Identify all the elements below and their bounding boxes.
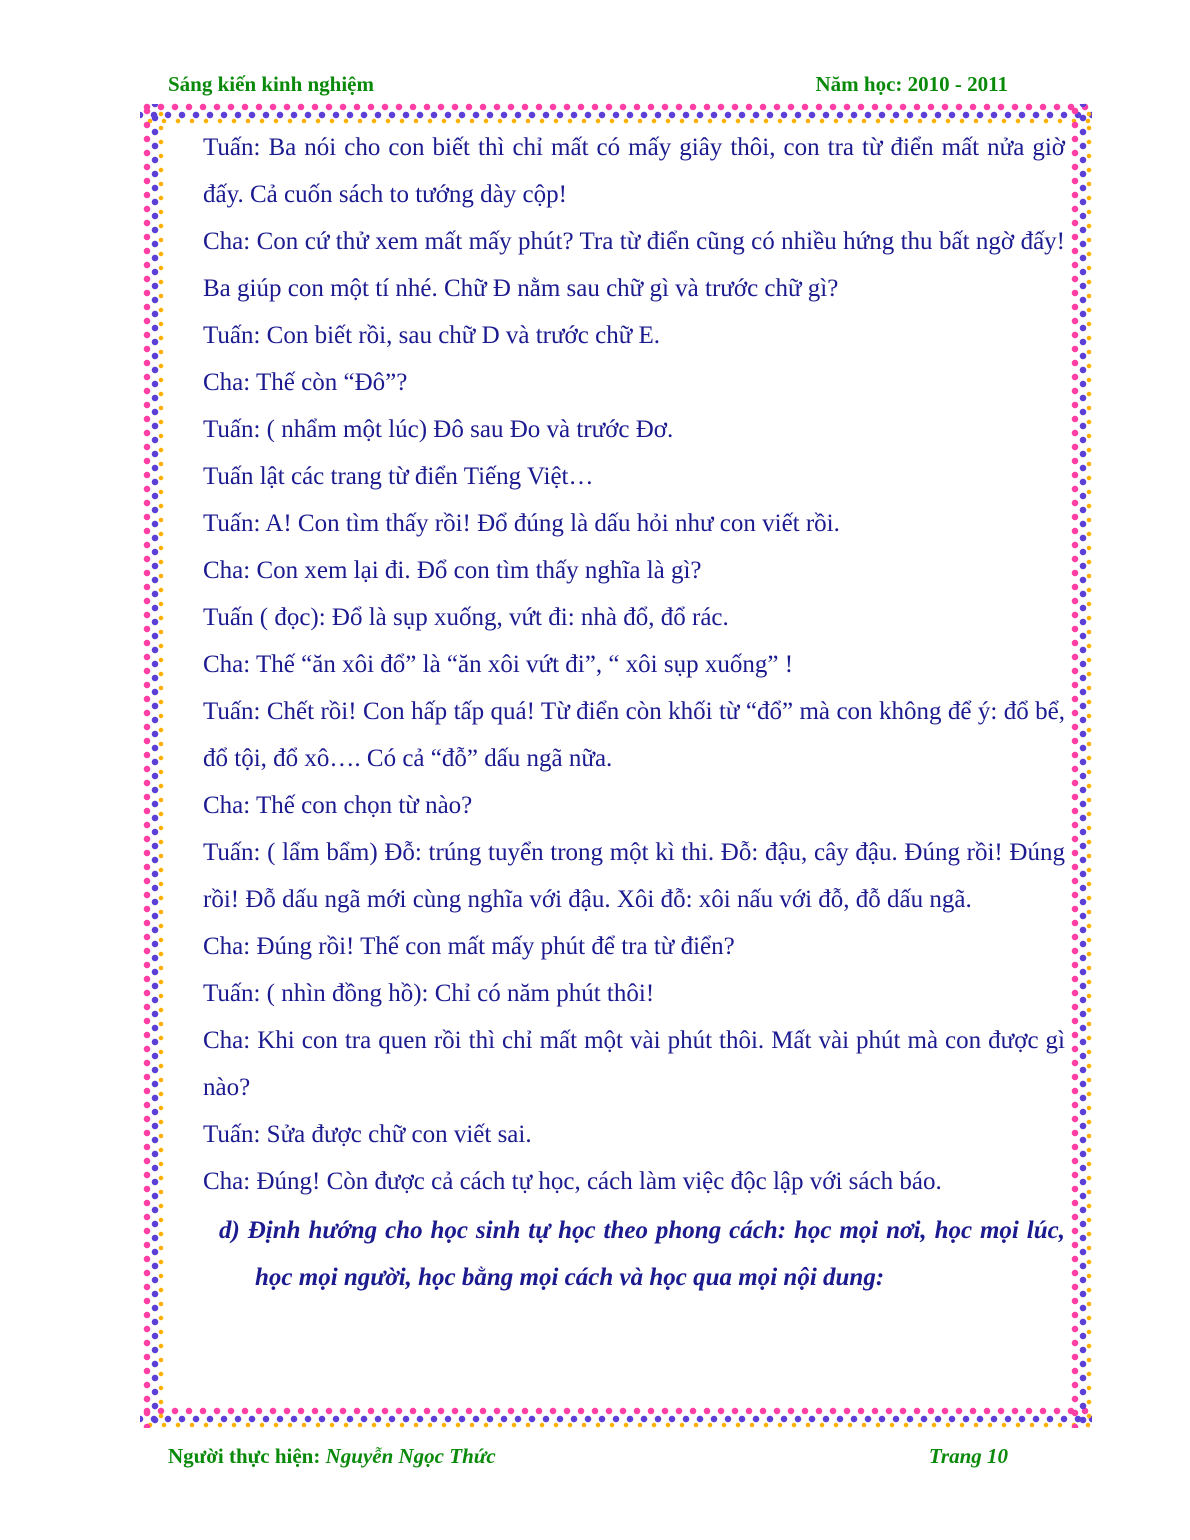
dialogue-line: Tuấn: ( lẩm bẩm) Đỗ: trúng tuyển trong một kì thi. Đỗ: đậu, cây đậu. Đúng rồi! Đúng rồi! Đỗ dấu ngã mới cùng nghĩa với đậu. Xôi đỗ: xôi nấu với đỗ, đỗ dấu ngã. [203, 839, 1065, 913]
dialogue-body [203, 124, 1065, 1301]
page-footer [168, 1444, 1008, 1469]
dialogue-line: Cha: Thế con chọn từ nào? [203, 792, 473, 819]
flower-border-bottom [140, 1404, 1092, 1430]
dialogue-line: Cha: Con cứ thử xem mất mấy phút? Tra từ điển cũng có nhiều hứng thu bất ngờ đấy! Ba giúp con một tí nhé. Chữ Đ nằm sau chữ gì và trước chữ gì? [203, 228, 1065, 302]
dialogue-line: Tuấn: ( nhìn đồng hồ): Chỉ có năm phút thôi! [203, 980, 655, 1007]
dialogue-line: Cha: Thế “ăn xôi đổ” là “ăn xôi vứt đi”, “ xôi sụp xuống” ! [203, 651, 794, 678]
section-heading: d) Định hướng cho học sinh tự học theo phong cách: học mọi nơi, học mọi lúc, học mọi người, học bằng mọi cách và học qua mọi nội dung: [219, 1217, 1065, 1291]
footer-author-label: Người thực hiện: [168, 1444, 326, 1468]
dialogue-line: Tuấn: Chết rồi! Con hấp tấp quá! Từ điển còn khối từ “đổ” mà con không để ý: đổ bể, đổ tội, đổ xô…. Có cả “đỗ” dấu ngã nữa. [203, 698, 1065, 772]
dialogue-line: Tuấn: Sửa được chữ con viết sai. [203, 1121, 532, 1148]
dialogue-line: Cha: Con xem lại đi. Đổ con tìm thấy nghĩa là gì? [203, 557, 702, 584]
page-number: Trang 10 [928, 1444, 1008, 1468]
dialogue-line: Tuấn ( đọc): Đổ là sụp xuống, vứt đi: nhà đổ, đổ rác. [203, 604, 729, 631]
flower-border-left [140, 104, 164, 1428]
footer-author-name: Nguyễn Ngọc Thức [325, 1444, 496, 1468]
dialogue-line: Cha: Đúng! Còn được cả cách tự học, cách làm việc độc lập với sách báo. [203, 1168, 942, 1195]
dialogue-line: Cha: Đúng rồi! Thế con mất mấy phút để tra từ điển? [203, 933, 735, 960]
page-header [168, 72, 1008, 97]
dialogue-line: Tuấn: ( nhẩm một lúc) Đô sau Đo và trước Đơ. [203, 416, 674, 443]
flower-border-top [140, 100, 1092, 126]
dialogue-line: Tuấn lật các trang từ điển Tiếng Việt… [203, 463, 594, 490]
header-school-year: Năm học: 2010 - 2011 [815, 72, 1008, 96]
dialogue-line: Tuấn: Ba nói cho con biết thì chỉ mất có mấy giây thôi, con tra từ điển mất nửa giờ đấy. Cả cuốn sách to tướng dày cộp! [203, 134, 1065, 208]
dialogue-line: Tuấn: A! Con tìm thấy rồi! Đổ đúng là dấu hỏi như con viết rồi. [203, 510, 840, 537]
footer-author-block [168, 1444, 496, 1469]
dialogue-line: Tuấn: Con biết rồi, sau chữ D và trước chữ E. [203, 322, 661, 349]
dialogue-line: Cha: Khi con tra quen rồi thì chỉ mất một vài phút thôi. Mất vài phút mà con được gì nào? [203, 1027, 1065, 1101]
flower-border-right [1068, 104, 1092, 1428]
dialogue-line: Cha: Thế còn “Đô”? [203, 369, 408, 396]
header-title: Sáng kiến kinh nghiệm [168, 72, 375, 96]
